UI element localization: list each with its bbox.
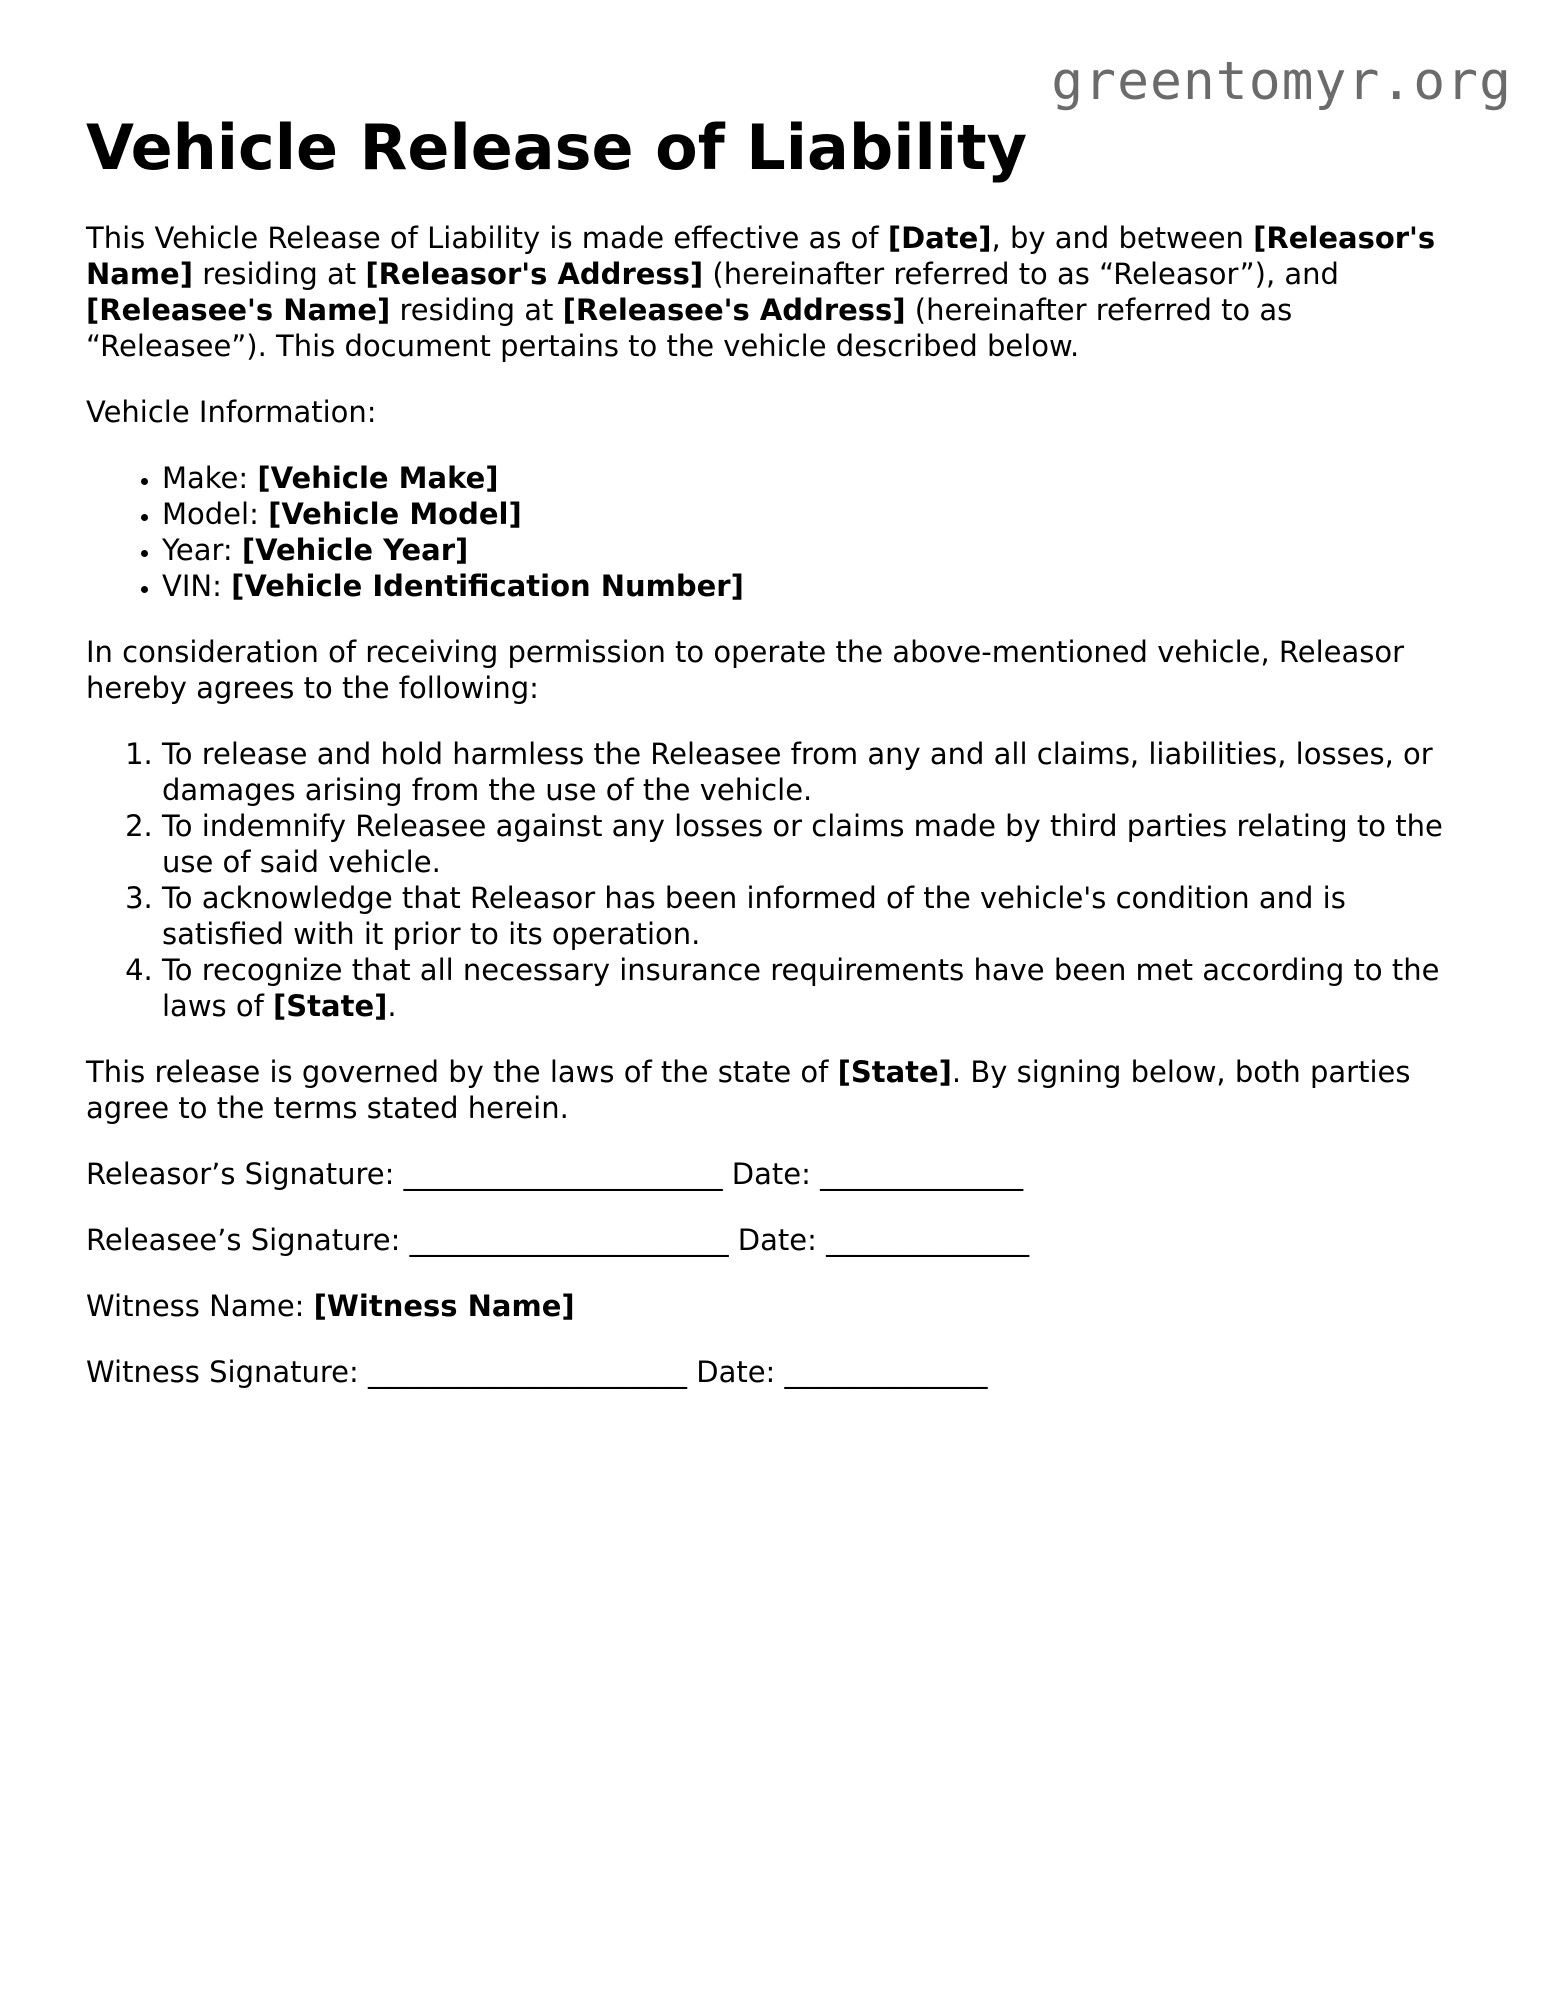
page-title: Vehicle Release of Liability bbox=[86, 111, 1028, 184]
witness-name-line: Witness Name: [Witness Name] bbox=[86, 1289, 575, 1323]
date-placeholder: [Date] bbox=[887, 221, 992, 255]
releasor-address-placeholder: [Releasor's Address] bbox=[365, 257, 704, 291]
witness-name-placeholder: [Witness Name] bbox=[313, 1289, 575, 1323]
state-placeholder: [State] bbox=[837, 1055, 952, 1089]
releasor-name-placeholder: [Releasor's Name] bbox=[86, 221, 1436, 291]
list-item: • Model: [Vehicle Model] bbox=[162, 496, 1472, 532]
list-item: • VIN: [Vehicle Identification Number] bbox=[162, 568, 1472, 604]
terms-list bbox=[86, 736, 1472, 1024]
releasee-address-placeholder: [Releasee's Address] bbox=[562, 293, 906, 327]
releasee-name-placeholder: [Releasee's Name] bbox=[86, 293, 391, 327]
governing-law-paragraph: This release is governed by the laws of the state of [State]. By signing below, both parties agree to the terms stated herein. bbox=[86, 1055, 1411, 1125]
list-item: 2. To indemnify Releasee against any losses or claims made by third parties relating to the use of said vehicle. bbox=[162, 808, 1472, 880]
list-item: • Make: [Vehicle Make] bbox=[162, 460, 1472, 496]
list-item: 1. To release and hold harmless the Releasee from any and all claims, liabilities, losses, or damages arising from the use of the vehicle. bbox=[162, 736, 1472, 808]
consideration-paragraph: In consideration of receiving permission to operate the above-mentioned vehicle, Releasor hereby agrees to the following: bbox=[86, 635, 1405, 705]
list-item: 3. To acknowledge that Releasor has been informed of the vehicle's condition and is satisfied with it prior to its operation. bbox=[162, 880, 1472, 952]
watermark: greentomyr.org bbox=[1051, 51, 1512, 112]
releasee-signature-line[interactable]: Releasee’s Signature: ______________________ Date: ______________ bbox=[86, 1223, 1030, 1257]
vehicle-info-list bbox=[86, 460, 1472, 604]
releasor-signature-line[interactable]: Releasor’s Signature: ______________________ Date: ______________ bbox=[86, 1157, 1024, 1191]
list-item: 4. To recognize that all necessary insurance requirements have been met according to the laws of [State]. bbox=[162, 952, 1472, 1024]
vehicle-info-heading: Vehicle Information: bbox=[86, 395, 377, 429]
intro-paragraph: This Vehicle Release of Liability is made effective as of [Date], by and between [Releasor's Name] residing at [Releasor's Address] (hereinafter referred to as “Releasor”), and [Releasee's Name] residing at [Releasee's Address] (hereinafter referred to as “Releasee”). This document pertains to the vehicle described below. bbox=[86, 221, 1436, 363]
witness-signature-line[interactable]: Witness Signature: ______________________ Date: ______________ bbox=[86, 1355, 988, 1389]
document-body bbox=[86, 220, 1472, 1420]
list-item: • Year: [Vehicle Year] bbox=[162, 532, 1472, 568]
